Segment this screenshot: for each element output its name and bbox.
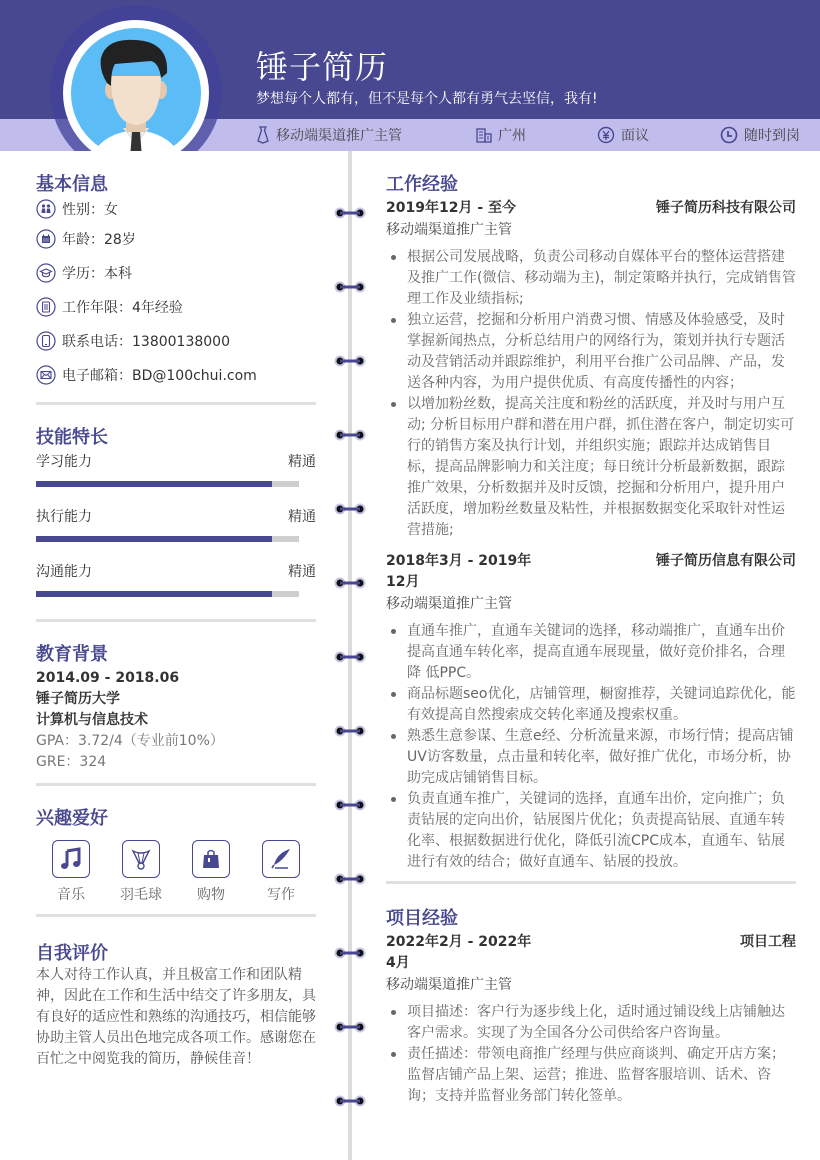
skill-item: 沟通能力 精通 [36,555,316,597]
duty-item: 商品标题seo优化，店铺管理，橱窗推荐，关键词追踪优化，能有效提高自然搜索成交转化率通及搜索权重。 [386,684,796,726]
skill-bar-fill [36,591,272,597]
basic-info-section [36,170,316,392]
gre-text: GRE：324 [36,754,107,770]
binder-ring-icon [334,574,366,586]
section-divider [36,914,316,917]
job-target-label: 移动端渠道推广主管 [276,128,402,144]
salary-label: 面议 [621,128,649,144]
clock-icon [720,126,738,144]
section-title: 自我评价 [36,943,108,964]
work-experience-section [386,170,796,873]
badminton-icon [129,847,153,871]
hobbies-section [36,804,316,904]
duty-item: 根据公司发展战略，负责公司移动自媒体平台的整体运营搭建及推广工作(微信、移动端为主)，制定策略并执行，完成销售管理工作及业绩指标; [386,247,796,310]
duty-item: 以增加粉丝数，提高关注度和粉丝的活跃度，并及时与用户互动; 分析目标用户群和潜在用户群，抓住潜在客户，制定切实可行的销售方案及执行计划，并组织实施；跟踪并达成销售目标，提高品牌影响力和关注度；每日统计分析最新数据，跟踪推广效果，分析数据并及时反馈，挖掘和分析用户，提升用户活跃度，增加粉丝数量及粘性，并根据数据变化采取针对性运营措施; [386,394,796,541]
job-position: 移动端渠道推广主管 [386,596,512,612]
job-duties [386,621,796,873]
binder-ring-icon [334,426,366,438]
skill-bar-fill [36,536,272,542]
right-column [386,170,796,1107]
section-title: 项目经验 [386,908,458,929]
binder-ring-icon [334,278,366,290]
binder-ring-icon [334,944,366,956]
skill-bar [36,536,299,542]
section-divider [386,881,796,884]
salary [597,119,649,151]
major-name: 计算机与信息技术 [36,712,148,728]
skill-bar-fill [36,481,272,487]
duty-item: 熟悉生意参谋、生意e经、分析流量来源，市场行情；提高店铺UV访客数量，点击量和转化率，做好推广优化，市场分析，协助完成店铺销售目标。 [386,726,796,789]
calendar-icon [36,229,56,249]
job-entry [386,198,796,541]
binder-ring-icon [334,722,366,734]
job-duties [386,247,796,541]
graduation-cap-icon [36,263,56,283]
info-age: 年龄：28岁 [36,222,316,256]
phone-icon [36,331,56,351]
section-title: 技能特长 [36,427,108,448]
education-section [36,640,316,773]
yen-icon [597,126,615,144]
info-work-years: 工作年限：4年经验 [36,290,316,324]
project-experience-section [386,904,796,1107]
location [476,119,526,151]
job-period: 2018年3月 - 2019年12月 [386,553,532,590]
document-icon [36,297,56,317]
availability-label: 随时到岗 [744,128,800,144]
project-name: 项目工程 [740,934,796,950]
binder-ring-icon [334,1018,366,1030]
quill-icon [269,847,293,871]
project-detail-item: 项目描述：客户行为逐步线上化，适时通过铺设线上店铺触达客户需求。实现了为全国各分公司供给客户咨询量。 [386,1002,796,1044]
section-divider [36,619,316,622]
person-avatar-icon [71,28,201,151]
mail-icon [36,365,56,385]
availability [720,119,800,151]
school-name: 锤子简历大学 [36,691,120,707]
location-label: 广州 [498,128,526,144]
section-title: 基本信息 [36,174,108,195]
left-column [36,170,316,1070]
skills-section [36,423,316,597]
tie-icon [256,126,270,144]
project-entry [386,932,796,1107]
skill-bar [36,481,299,487]
shopping-bag-icon [199,847,223,871]
skill-item: 学习能力 精通 [36,445,316,487]
music-icon [59,847,83,871]
section-title: 教育背景 [36,644,108,665]
building-icon [476,127,492,143]
duty-item: 独立运营，挖掘和分析用户消费习惯、情感及体验感受，及时掌握新闻热点，分析总结用户的网络行为，策划并执行专题活动及营销活动并跟踪维护，利用平台推广公司品牌、产品，发送各种内容，为用户提供优质、有高度传播性的内容； [386,310,796,394]
section-title: 兴趣爱好 [36,808,108,829]
skill-bar [36,591,299,597]
binder-ring-icon [334,352,366,364]
info-education: 学历：本科 [36,256,316,290]
motto-text: 梦想每个人都有，但不是每个人都有勇气去坚信，我有! [256,91,598,107]
company-name: 锤子简历信息有限公司 [656,553,796,569]
section-divider [36,402,316,405]
avatar-area [0,0,820,151]
duty-item: 直通车推广，直通车关键词的选择，移动端推广，直通车出价提高直通车转化率，提高直通车展现量，做好竞价排名，合理降 低PPC。 [386,621,796,684]
skill-item: 执行能力 精通 [36,500,316,542]
info-gender: 性别：女 [36,196,316,222]
section-title: 工作经验 [386,174,458,195]
duty-item: 负责直通车推广，关键词的选择，直通车出价，定向推广；负责钻展的定向出价，钻展图片优化；负责提高钻展、直通车转化率、根据数据进行优化，降低引流CPC成本，直通车、钻展进行有效的结合；做好直通车、钻展的投放。 [386,789,796,873]
binder-ring-icon [334,870,366,882]
binder-ring-icon [334,1092,366,1104]
job-position: 移动端渠道推广主管 [386,222,512,238]
info-phone: 联系电话：13800138000 [36,324,316,358]
hobby-item: 羽毛球 [106,840,176,904]
info-email: 电子邮箱：BD@100chui.com [36,358,316,392]
project-position: 移动端渠道推广主管 [386,977,512,993]
project-detail-item: 责任描述：带领电商推广经理与供应商谈判、确定开店方案；监督店铺产品上架、运营；推进、监督客服培训、话术、咨询；支持并监督业务部门转化签单。 [386,1044,796,1107]
section-divider [36,783,316,786]
hobby-list [36,840,316,904]
company-name: 锤子简历科技有限公司 [656,200,796,216]
gpa-text: GPA：3.72/4（专业前10%） [36,733,224,749]
education-period: 2014.09 - 2018.06 [36,670,180,686]
project-details [386,1002,796,1107]
binder-ring-icon [334,500,366,512]
binder-ring-icon [334,648,366,660]
binder-ring-icon [334,796,366,808]
hobby-item: 音乐 [36,840,106,904]
self-evaluation-section [36,939,316,1070]
job-target [256,119,402,151]
project-period: 2022年2月 - 2022年4月 [386,934,532,971]
binder-ring-icon [334,204,366,216]
hobby-item: 购物 [176,840,246,904]
job-entry [386,551,796,873]
resume-title: 锤子简历 [256,48,389,86]
hobby-item: 写作 [246,840,316,904]
job-period: 2019年12月 - 至今 [386,200,517,216]
self-evaluation-text: 本人对待工作认真，并且极富工作和团队精神，因此在工作和生活中结交了许多朋友，具有良好的适应性和熟练的沟通技巧，相信能够协助主管人员出色地完成各项工作。感谢您在百忙之中阅览我的简历，静候佳音！ [36,967,316,1067]
gender-icon [36,199,56,219]
